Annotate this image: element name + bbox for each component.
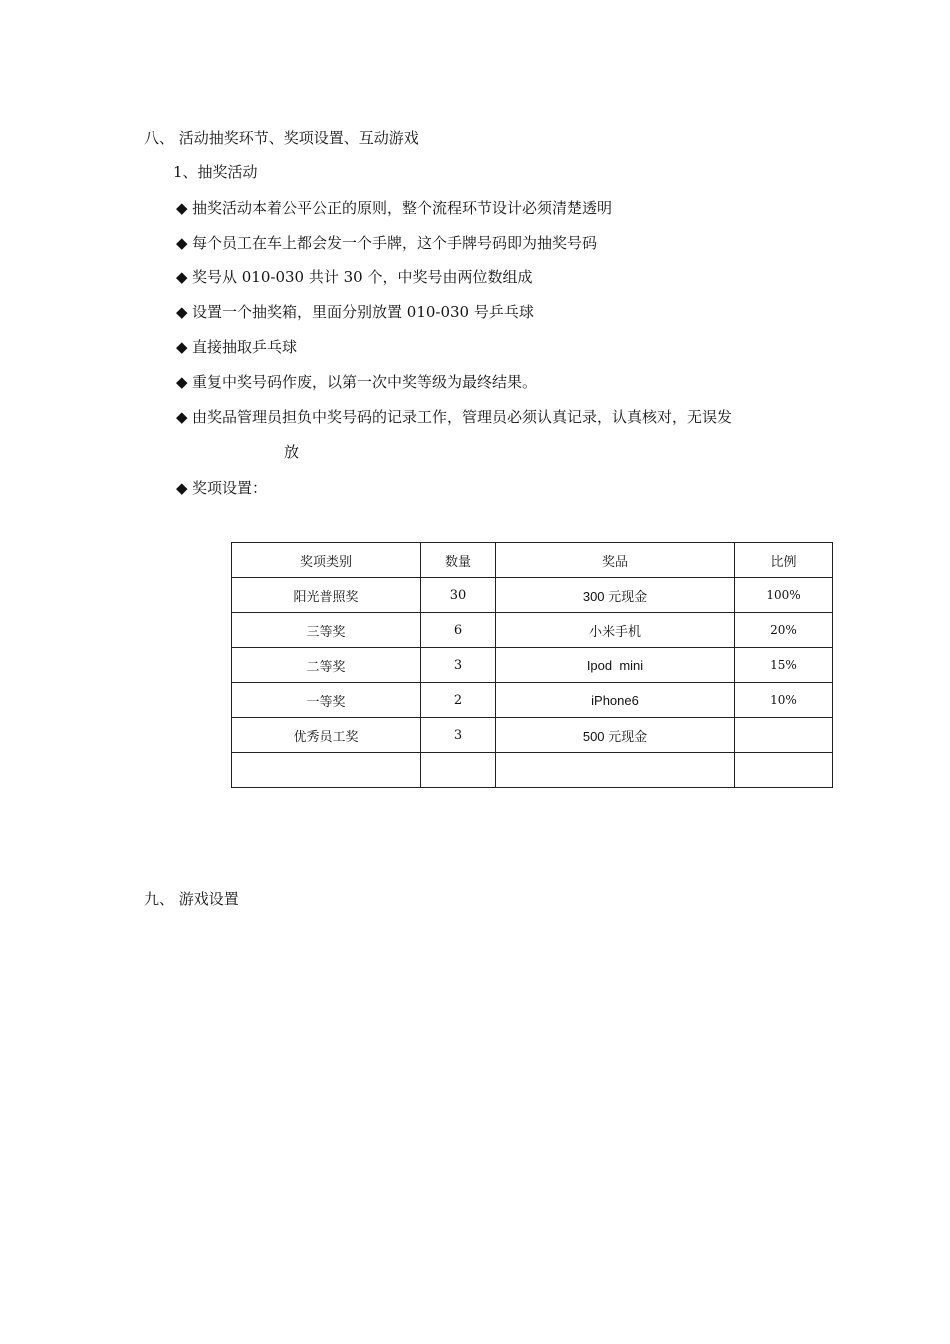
table-row: [232, 613, 833, 648]
cell-category: 优秀员工奖: [232, 718, 421, 753]
diamond-bullet-icon: ◆: [176, 199, 188, 217]
bullet-item: [176, 372, 537, 392]
cell-quantity: 3: [421, 648, 496, 683]
diamond-bullet-icon: ◆: [176, 479, 188, 497]
bullet-text: 由奖品管理员担负中奖号码的记录工作，管理员必须认真记录，认真核对，无误发: [192, 408, 733, 426]
cell-prize: Ipod mini: [496, 648, 735, 683]
bullet-continuation: 放: [284, 443, 300, 461]
table-row: [232, 578, 833, 613]
bullet-text: 每个员工在车上都会发一个手牌，这个手牌号码即为抽奖号码: [192, 234, 598, 252]
header-prize-category: 奖项类别: [232, 543, 421, 578]
cell-ratio: 15%: [735, 648, 833, 683]
diamond-bullet-icon: ◆: [176, 338, 188, 356]
prize-table: [231, 542, 833, 788]
cell-quantity: 3: [421, 718, 496, 753]
cell-prize: 300 元现金: [496, 578, 735, 613]
table-row: [232, 718, 833, 753]
cell-ratio: 100%: [735, 578, 833, 613]
cell-prize: 小米手机: [496, 613, 735, 648]
cell-category: 二等奖: [232, 648, 421, 683]
diamond-bullet-icon: ◆: [176, 234, 188, 252]
cell-prize: [496, 753, 735, 788]
cell-quantity: 30: [421, 578, 496, 613]
table-row: [232, 683, 833, 718]
bullet-item: [176, 337, 297, 357]
bullet-item: [176, 302, 534, 322]
diamond-bullet-icon: ◆: [176, 408, 188, 426]
cell-ratio: [735, 718, 833, 753]
cell-prize: 500 元现金: [496, 718, 735, 753]
cell-ratio: 10%: [735, 683, 833, 718]
bullet-item: [176, 198, 612, 218]
bullet-text: 奖项设置：: [192, 479, 268, 497]
header-prize: 奖品: [496, 543, 735, 578]
lottery-subheading: 1、抽奖活动: [173, 163, 258, 181]
diamond-bullet-icon: ◆: [176, 303, 188, 321]
section-9-heading: 九、 游戏设置: [144, 890, 239, 908]
cell-category: 一等奖: [232, 683, 421, 718]
header-quantity: 数量: [421, 543, 496, 578]
cell-category: 三等奖: [232, 613, 421, 648]
bullet-item: [176, 478, 267, 498]
table-row: [232, 753, 833, 788]
cell-quantity: 6: [421, 613, 496, 648]
bullet-text: 重复中奖号码作废，以第一次中奖等级为最终结果。: [192, 373, 538, 391]
bullet-text: 抽奖活动本着公平公正的原则，整个流程环节设计必须清楚透明: [192, 199, 613, 217]
bullet-text: 奖号从 010-030 共计 30 个，中奖号由两位数组成: [192, 268, 533, 286]
cell-ratio: 20%: [735, 613, 833, 648]
cell-category: [232, 753, 421, 788]
bullet-item: [176, 267, 533, 287]
diamond-bullet-icon: ◆: [176, 373, 188, 391]
bullet-item: [176, 233, 597, 253]
bullet-item: [176, 407, 732, 427]
bullet-text: 设置一个抽奖箱，里面分别放置 010-030 号乒乓球: [192, 303, 534, 321]
table-row: [232, 648, 833, 683]
cell-category: 阳光普照奖: [232, 578, 421, 613]
cell-quantity: [421, 753, 496, 788]
table-header-row: [232, 543, 833, 578]
cell-ratio: [735, 753, 833, 788]
cell-prize: iPhone6: [496, 683, 735, 718]
section-8-heading: 八、 活动抽奖环节、奖项设置、互动游戏: [144, 129, 419, 147]
header-ratio: 比例: [735, 543, 833, 578]
cell-quantity: 2: [421, 683, 496, 718]
bullet-text: 直接抽取乒乓球: [192, 338, 298, 356]
diamond-bullet-icon: ◆: [176, 268, 188, 286]
